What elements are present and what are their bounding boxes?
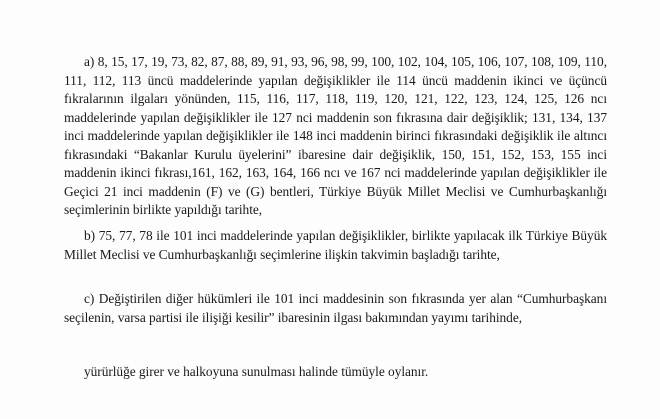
paragraph-c: c) Değiştirilen diğer hükümleri ile 101 inci maddesinin son fıkrasında yer alan “Cumhurbaşkanı seçilenin, varsa partisi ile ilişiği kesilir” ibaresinin ilgası bakımından yayımı tarihinde, <box>64 291 607 325</box>
paragraph-a: a) 8, 15, 17, 19, 73, 82, 87, 88, 89, 91, 93, 96, 98, 99, 100, 102, 104, 105, 106, 107, 108, 109, 110, 111, 112, 113 üncü maddelerinde yapılan değişiklikler ile 114 üncü maddenin ikinci ve üçüncü fıkralarının ilgaları yönünden, 115, 116, 117, 118, 119, 120, 121, 122, 123, 124, 125, 126 ncı maddelerinde yapılan değişiklikler ile 127 nci maddenin son fıkrasına dair değişiklik; 131, 134, 137 inci maddelerinde yapılan değişiklikler ile 148 inci maddenin birinci fıkrasındaki değişiklik ile altıncı fıkrasındaki “Bakanlar Kurulu üyelerini” ibaresine dair değişiklik, 150, 151, 152, 153, 155 inci maddenin ikinci fıkrası,161, 162, 163, 164, 166 ncı ve 167 nci maddelerinde yapılan değişiklikler ile Geçici 21 inci maddenin (F) ve (G) bentleri, Türkiye Büyük Millet Meclisi ve Cumhurbaşkanlığı seçimlerinin birlikte yapıldığı tarihte, <box>64 54 607 218</box>
closing-sentence: yürürlüğe girer ve halkoyuna sunulması halinde tümüyle oylanır. <box>84 364 429 380</box>
paragraph-b: b) 75, 77, 78 ile 101 inci maddelerinde yapılan değişiklikler, birlikte yapılacak ilk Türkiye Büyük Millet Meclisi ve Cumhurbaşkanlığı seçimlerine ilişkin takvimin başladığı tarihte, <box>64 228 607 262</box>
